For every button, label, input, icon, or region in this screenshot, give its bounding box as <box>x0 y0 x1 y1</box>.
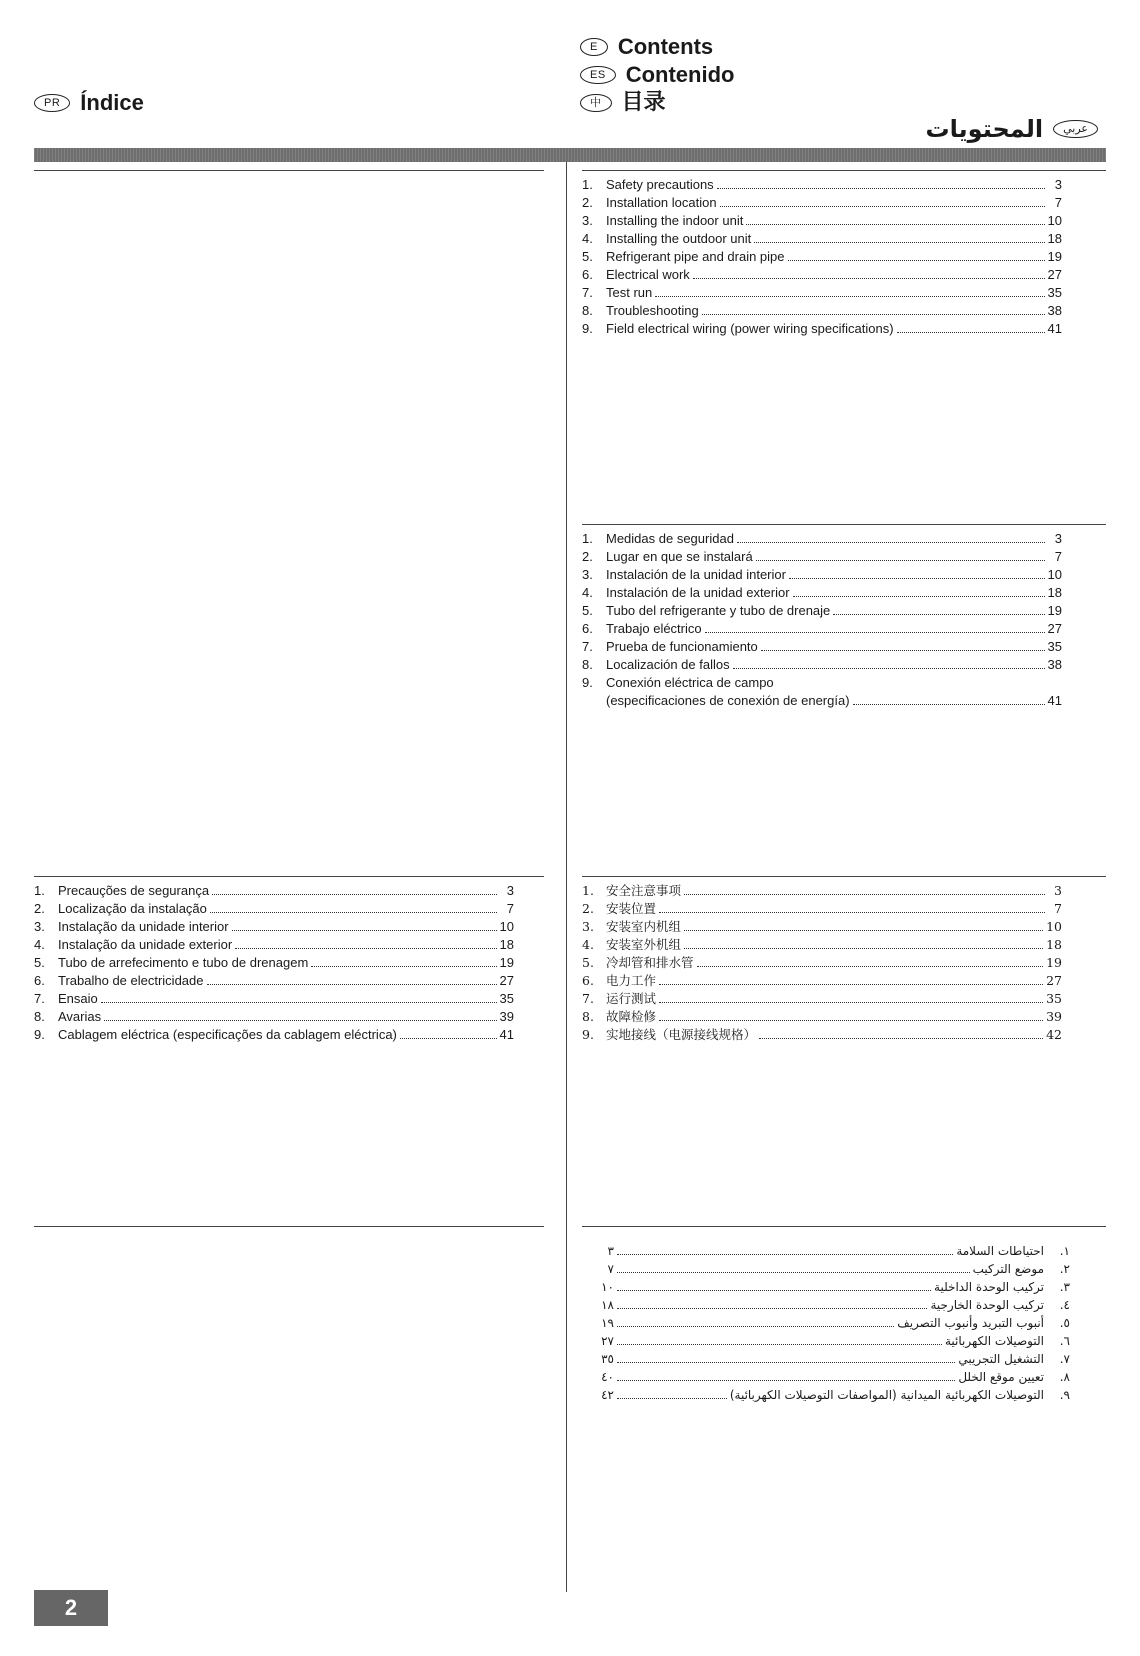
heading-english <box>580 32 713 61</box>
rule-left-top <box>34 170 544 171</box>
toc-leader <box>311 966 496 967</box>
language-badge-ar: عربي <box>1053 120 1098 138</box>
toc-item-page: 7 <box>506 901 514 916</box>
toc-item-number: 6. <box>582 621 593 636</box>
toc-item-label: Conexión eléctrica de campo <box>606 675 774 690</box>
toc-leader <box>101 1002 497 1003</box>
toc-item-number: 5. <box>34 955 45 970</box>
rule-ar-top <box>582 1226 1106 1227</box>
toc-item <box>34 918 514 936</box>
rule-right-top <box>582 170 1106 171</box>
toc-item-page: 3 <box>1054 531 1062 546</box>
toc-item-number: ٢. <box>1059 1262 1070 1276</box>
toc-item <box>600 1278 1070 1296</box>
toc-item-number: 7. <box>582 285 593 300</box>
toc-leader <box>754 242 1044 243</box>
toc-leader <box>617 1290 931 1291</box>
toc-leader <box>210 912 497 913</box>
toc-leader <box>655 296 1044 297</box>
toc-item-number: 5. <box>582 603 593 618</box>
toc-item-page: ١٠ <box>601 1280 614 1294</box>
toc-leader <box>737 542 1045 543</box>
toc-leader <box>693 278 1045 279</box>
rule-pt-top <box>34 876 544 877</box>
toc-item <box>582 320 1062 338</box>
toc-item <box>600 1350 1070 1368</box>
toc-item-page: 10 <box>1047 213 1062 228</box>
toc-leader <box>733 668 1045 669</box>
toc-item-page: 19 <box>1047 603 1062 618</box>
toc-item-page: 41 <box>1047 693 1062 708</box>
toc-item <box>582 972 1062 990</box>
toc-item-label: Cablagem eléctrica (especificações da cablagem eléctrica) <box>58 1027 397 1042</box>
toc-item-number: 3. <box>582 567 593 582</box>
toc-item-label: 电力工作 <box>606 973 657 988</box>
toc-item <box>582 302 1062 320</box>
toc-item <box>582 674 1062 710</box>
toc-item-page: 19 <box>499 955 514 970</box>
toc-item-number: 8. <box>582 657 593 672</box>
column-divider <box>566 162 567 1592</box>
toc-item-number: 1. <box>582 883 594 898</box>
toc-leader <box>833 614 1044 615</box>
toc-item-page: ٤٢ <box>601 1388 614 1402</box>
rule-zh-top <box>582 876 1106 877</box>
toc-leader <box>617 1398 727 1399</box>
toc-item <box>600 1368 1070 1386</box>
toc-leader <box>212 894 497 895</box>
toc-chinese <box>582 882 1062 1044</box>
toc-item <box>34 972 514 990</box>
toc-item <box>582 584 1062 602</box>
toc-item-label: 故障检修 <box>606 1009 657 1024</box>
toc-item-page: 3 <box>1054 177 1062 192</box>
toc-item-number: 1. <box>582 531 593 546</box>
toc-item-label: Trabalho de electricidade <box>58 973 204 988</box>
toc-item <box>582 882 1062 900</box>
toc-item-number: ٣. <box>1059 1280 1070 1294</box>
toc-item-label: تعيين موقع الخلل <box>958 1370 1044 1384</box>
toc-item <box>600 1296 1070 1314</box>
toc-item-label: Ensaio <box>58 991 98 1006</box>
toc-item-number: 8. <box>582 303 593 318</box>
toc-item-label: 实地接线（电源接线规格） <box>606 1027 757 1042</box>
toc-item-page: 35 <box>499 991 514 1006</box>
toc-item-number: 2. <box>582 195 593 210</box>
toc-item <box>582 1008 1062 1026</box>
toc-leader <box>853 704 1045 705</box>
toc-item-number: 7. <box>582 991 594 1006</box>
heading-chinese <box>580 88 666 117</box>
page-number: 2 <box>34 1590 108 1626</box>
toc-item-page: 10 <box>1046 919 1062 934</box>
toc-item-page: ٣ <box>607 1244 614 1258</box>
toc-item-number: 1. <box>34 883 45 898</box>
toc-item-number: 4. <box>582 231 593 246</box>
toc-item-wrap <box>606 674 1062 710</box>
toc-item <box>582 176 1062 194</box>
toc-item-page: 39 <box>499 1009 514 1024</box>
toc-item-page: ١٨ <box>601 1298 614 1312</box>
toc-item-page: 38 <box>1047 303 1062 318</box>
toc-leader <box>759 1038 1043 1039</box>
toc-item-label: Installing the indoor unit <box>606 213 744 228</box>
toc-leader <box>617 1326 894 1327</box>
toc-leader <box>617 1344 942 1345</box>
toc-item-label: Precauções de segurança <box>58 883 210 898</box>
toc-item <box>34 1026 514 1044</box>
rule-bl-top <box>34 1226 544 1227</box>
toc-item-label: Installation location <box>606 195 717 210</box>
toc-item-label: Localização da instalação <box>58 901 207 916</box>
toc-item <box>582 548 1062 566</box>
toc-item <box>582 900 1062 918</box>
toc-item-page: 42 <box>1046 1027 1062 1042</box>
toc-leader <box>793 596 1045 597</box>
toc-leader <box>789 578 1045 579</box>
toc-item <box>582 936 1062 954</box>
toc-item-label: Localización de fallos <box>606 657 730 672</box>
toc-item-label: Electrical work <box>606 267 690 282</box>
toc-leader <box>684 894 1045 895</box>
heading-spanish <box>580 60 734 89</box>
toc-item-number: 8. <box>582 1009 594 1024</box>
toc-item-number: 6. <box>582 267 593 282</box>
toc-item-page: 27 <box>499 973 514 988</box>
heading-title-pr: Índice <box>80 90 144 116</box>
toc-item <box>582 194 1062 212</box>
toc-item-label: 安装室外机组 <box>606 937 682 952</box>
toc-leader <box>617 1254 953 1255</box>
toc-item-label: 安全注意事项 <box>606 883 682 898</box>
toc-item-label: التوصيلات الكهربائية الميدانية (المواصفات التوصيلات الكهربائية) <box>729 1388 1044 1402</box>
toc-item-page: 18 <box>1046 937 1062 952</box>
toc-item-label: Prueba de funcionamiento <box>606 639 758 654</box>
rule-es-top <box>582 524 1106 525</box>
toc-item-line2 <box>606 692 1062 710</box>
toc-item-number: ٩. <box>1059 1388 1070 1402</box>
toc-item-label: أنبوب التبريد وأنبوب التصريف <box>897 1316 1044 1330</box>
toc-leader <box>617 1308 927 1309</box>
toc-item-label: 安装位置 <box>606 901 657 916</box>
toc-item-page: 7 <box>1054 195 1062 210</box>
toc-item <box>34 882 514 900</box>
toc-leader <box>659 1020 1043 1021</box>
toc-item-label: Instalación de la unidad exterior <box>606 585 790 600</box>
toc-english <box>582 176 1062 338</box>
toc-item <box>600 1314 1070 1332</box>
toc-item-label: Medidas de seguridad <box>606 531 734 546</box>
toc-item <box>582 566 1062 584</box>
language-badge-pr: PR <box>34 94 70 112</box>
toc-item <box>582 248 1062 266</box>
toc-item-page: 41 <box>499 1027 514 1042</box>
toc-item <box>582 284 1062 302</box>
toc-item-number: ٨. <box>1059 1370 1070 1384</box>
toc-item-number: 9. <box>34 1027 45 1042</box>
toc-item-number: 9. <box>582 1027 594 1042</box>
toc-item <box>582 266 1062 284</box>
toc-item-page: 41 <box>1047 321 1062 336</box>
toc-item-number: 9. <box>582 321 593 336</box>
toc-leader <box>659 1002 1043 1003</box>
toc-leader <box>756 560 1045 561</box>
toc-item <box>34 1008 514 1026</box>
toc-item-number: 2. <box>34 901 45 916</box>
toc-item-page: 18 <box>1047 231 1062 246</box>
toc-item-number: ١. <box>1059 1244 1070 1258</box>
toc-item-page: 10 <box>499 919 514 934</box>
toc-leader <box>702 314 1045 315</box>
toc-leader <box>684 930 1043 931</box>
heading-arabic <box>926 114 1098 143</box>
toc-item-page: 3 <box>506 883 514 898</box>
toc-item <box>582 230 1062 248</box>
toc-item-page: 38 <box>1047 657 1062 672</box>
toc-leader <box>235 948 496 949</box>
toc-item-number: 3. <box>582 213 593 228</box>
toc-leader <box>400 1038 497 1039</box>
toc-item-label: 冷却管和排水管 <box>606 955 694 970</box>
toc-item-page: 39 <box>1046 1009 1062 1024</box>
toc-item-number: 1. <box>582 177 593 192</box>
toc-item-number: 3. <box>34 919 45 934</box>
toc-item-label: Troubleshooting <box>606 303 699 318</box>
toc-item <box>600 1332 1070 1350</box>
toc-item-number: ٧. <box>1059 1352 1070 1366</box>
toc-item-number: 5. <box>582 249 593 264</box>
toc-item-number: 2. <box>582 901 594 916</box>
toc-item-label: Instalação da unidade interior <box>58 919 229 934</box>
toc-item-page: 7 <box>1054 901 1062 916</box>
toc-spanish <box>582 530 1062 710</box>
toc-leader <box>659 984 1043 985</box>
toc-item-label: Tubo del refrigerante y tubo de drenaje <box>606 603 831 618</box>
toc-item-label: Lugar en que se instalará <box>606 549 753 564</box>
toc-item-number: 5. <box>582 955 594 970</box>
toc-item-label: Instalación de la unidad interior <box>606 567 786 582</box>
toc-item-label-continued: (especificaciones de conexión de energía) <box>606 693 850 708</box>
toc-item-label: Tubo de arrefecimento e tubo de drenagem <box>58 955 309 970</box>
toc-item-label: التشغيل التجريبي <box>958 1352 1044 1366</box>
toc-item-number: 6. <box>582 973 594 988</box>
language-badge-zh: 中 <box>580 94 612 112</box>
toc-leader <box>207 984 497 985</box>
toc-item-number: ٥. <box>1059 1316 1070 1330</box>
toc-item <box>582 918 1062 936</box>
toc-item-label: Refrigerant pipe and drain pipe <box>606 249 785 264</box>
toc-item-page: 35 <box>1047 285 1062 300</box>
toc-item <box>582 530 1062 548</box>
toc-item-label: احتياطات السلامة <box>956 1244 1044 1258</box>
heading-title-zh: 目录 <box>621 90 666 116</box>
toc-leader <box>684 948 1043 949</box>
toc-item <box>582 954 1062 972</box>
language-badge-es: ES <box>580 66 616 84</box>
toc-item-page: ٧ <box>607 1262 614 1276</box>
toc-item-label: Trabajo eléctrico <box>606 621 702 636</box>
toc-item-label: Instalação da unidade exterior <box>58 937 233 952</box>
toc-leader <box>232 930 497 931</box>
toc-item-label: Test run <box>606 285 653 300</box>
toc-item-page: 27 <box>1047 267 1062 282</box>
toc-item-number: 9. <box>582 675 593 690</box>
toc-leader <box>617 1380 955 1381</box>
toc-item-number: 3. <box>582 919 594 934</box>
toc-item <box>582 620 1062 638</box>
toc-item-page: 18 <box>499 937 514 952</box>
toc-item-label: تركيب الوحدة الداخلية <box>934 1280 1044 1294</box>
toc-item <box>34 900 514 918</box>
toc-item-number: ٤. <box>1059 1298 1070 1312</box>
toc-item <box>582 602 1062 620</box>
toc-leader <box>104 1020 496 1021</box>
heading-portuguese <box>34 88 144 117</box>
toc-item-number: 2. <box>582 549 593 564</box>
toc-item <box>600 1386 1070 1404</box>
toc-item-number: 4. <box>582 937 594 952</box>
toc-item <box>600 1260 1070 1278</box>
toc-item-page: 35 <box>1047 639 1062 654</box>
toc-item <box>600 1242 1070 1260</box>
toc-item-page: 3 <box>1054 883 1062 898</box>
toc-item-label: Field electrical wiring (power wiring specifications) <box>606 321 894 336</box>
toc-item <box>34 954 514 972</box>
toc-item-page: ١٩ <box>601 1316 614 1330</box>
toc-item-label: Safety precautions <box>606 177 714 192</box>
toc-item-label: 运行测试 <box>606 991 657 1006</box>
toc-item <box>582 990 1062 1008</box>
toc-item <box>582 1026 1062 1044</box>
toc-item-page: 19 <box>1047 249 1062 264</box>
toc-item-label: 安装室内机组 <box>606 919 682 934</box>
toc-item-number: 4. <box>582 585 593 600</box>
toc-item <box>582 656 1062 674</box>
toc-leader <box>746 224 1044 225</box>
toc-leader <box>717 188 1045 189</box>
toc-item-label: تركيب الوحدة الخارجية <box>930 1298 1044 1312</box>
toc-leader <box>697 966 1044 967</box>
toc-leader <box>617 1362 955 1363</box>
toc-item-page: 18 <box>1047 585 1062 600</box>
toc-leader <box>705 632 1045 633</box>
toc-item-label: موضع التركيب <box>972 1262 1044 1276</box>
toc-item-page: 10 <box>1047 567 1062 582</box>
toc-item-page: 35 <box>1046 991 1062 1006</box>
toc-item <box>582 212 1062 230</box>
language-badge-e: E <box>580 38 608 56</box>
toc-item-number: ٦. <box>1059 1334 1070 1348</box>
toc-item-number: 4. <box>34 937 45 952</box>
toc-leader <box>617 1272 970 1273</box>
toc-item-page: 27 <box>1047 621 1062 636</box>
toc-item-label: التوصيلات الكهربائية <box>944 1334 1044 1348</box>
toc-item-page: ٢٧ <box>601 1334 614 1348</box>
toc-leader <box>720 206 1045 207</box>
toc-item-page: 19 <box>1046 955 1062 970</box>
toc-item-page: 7 <box>1054 549 1062 564</box>
toc-item-page: ٤٠ <box>601 1370 614 1384</box>
toc-item-number: 8. <box>34 1009 45 1024</box>
toc-item <box>34 936 514 954</box>
heading-title-ar: المحتويات <box>925 115 1044 143</box>
toc-item <box>34 990 514 1008</box>
toc-portuguese <box>34 882 514 1044</box>
toc-item-number: 7. <box>582 639 593 654</box>
toc-item-label: Avarias <box>58 1009 102 1024</box>
toc-arabic <box>600 1242 1070 1404</box>
toc-item-page: ٣٥ <box>601 1352 614 1366</box>
toc-item-number: 6. <box>34 973 45 988</box>
toc-leader <box>788 260 1045 261</box>
toc-item-label: Installing the outdoor unit <box>606 231 752 246</box>
header-band <box>34 148 1106 162</box>
toc-item <box>582 638 1062 656</box>
heading-title-es: Contenido <box>625 62 735 88</box>
toc-item-number: 7. <box>34 991 45 1006</box>
toc-leader <box>897 332 1045 333</box>
toc-leader <box>761 650 1045 651</box>
heading-title-e: Contents <box>617 34 714 60</box>
toc-item-page: 27 <box>1046 973 1062 988</box>
toc-leader <box>659 912 1045 913</box>
